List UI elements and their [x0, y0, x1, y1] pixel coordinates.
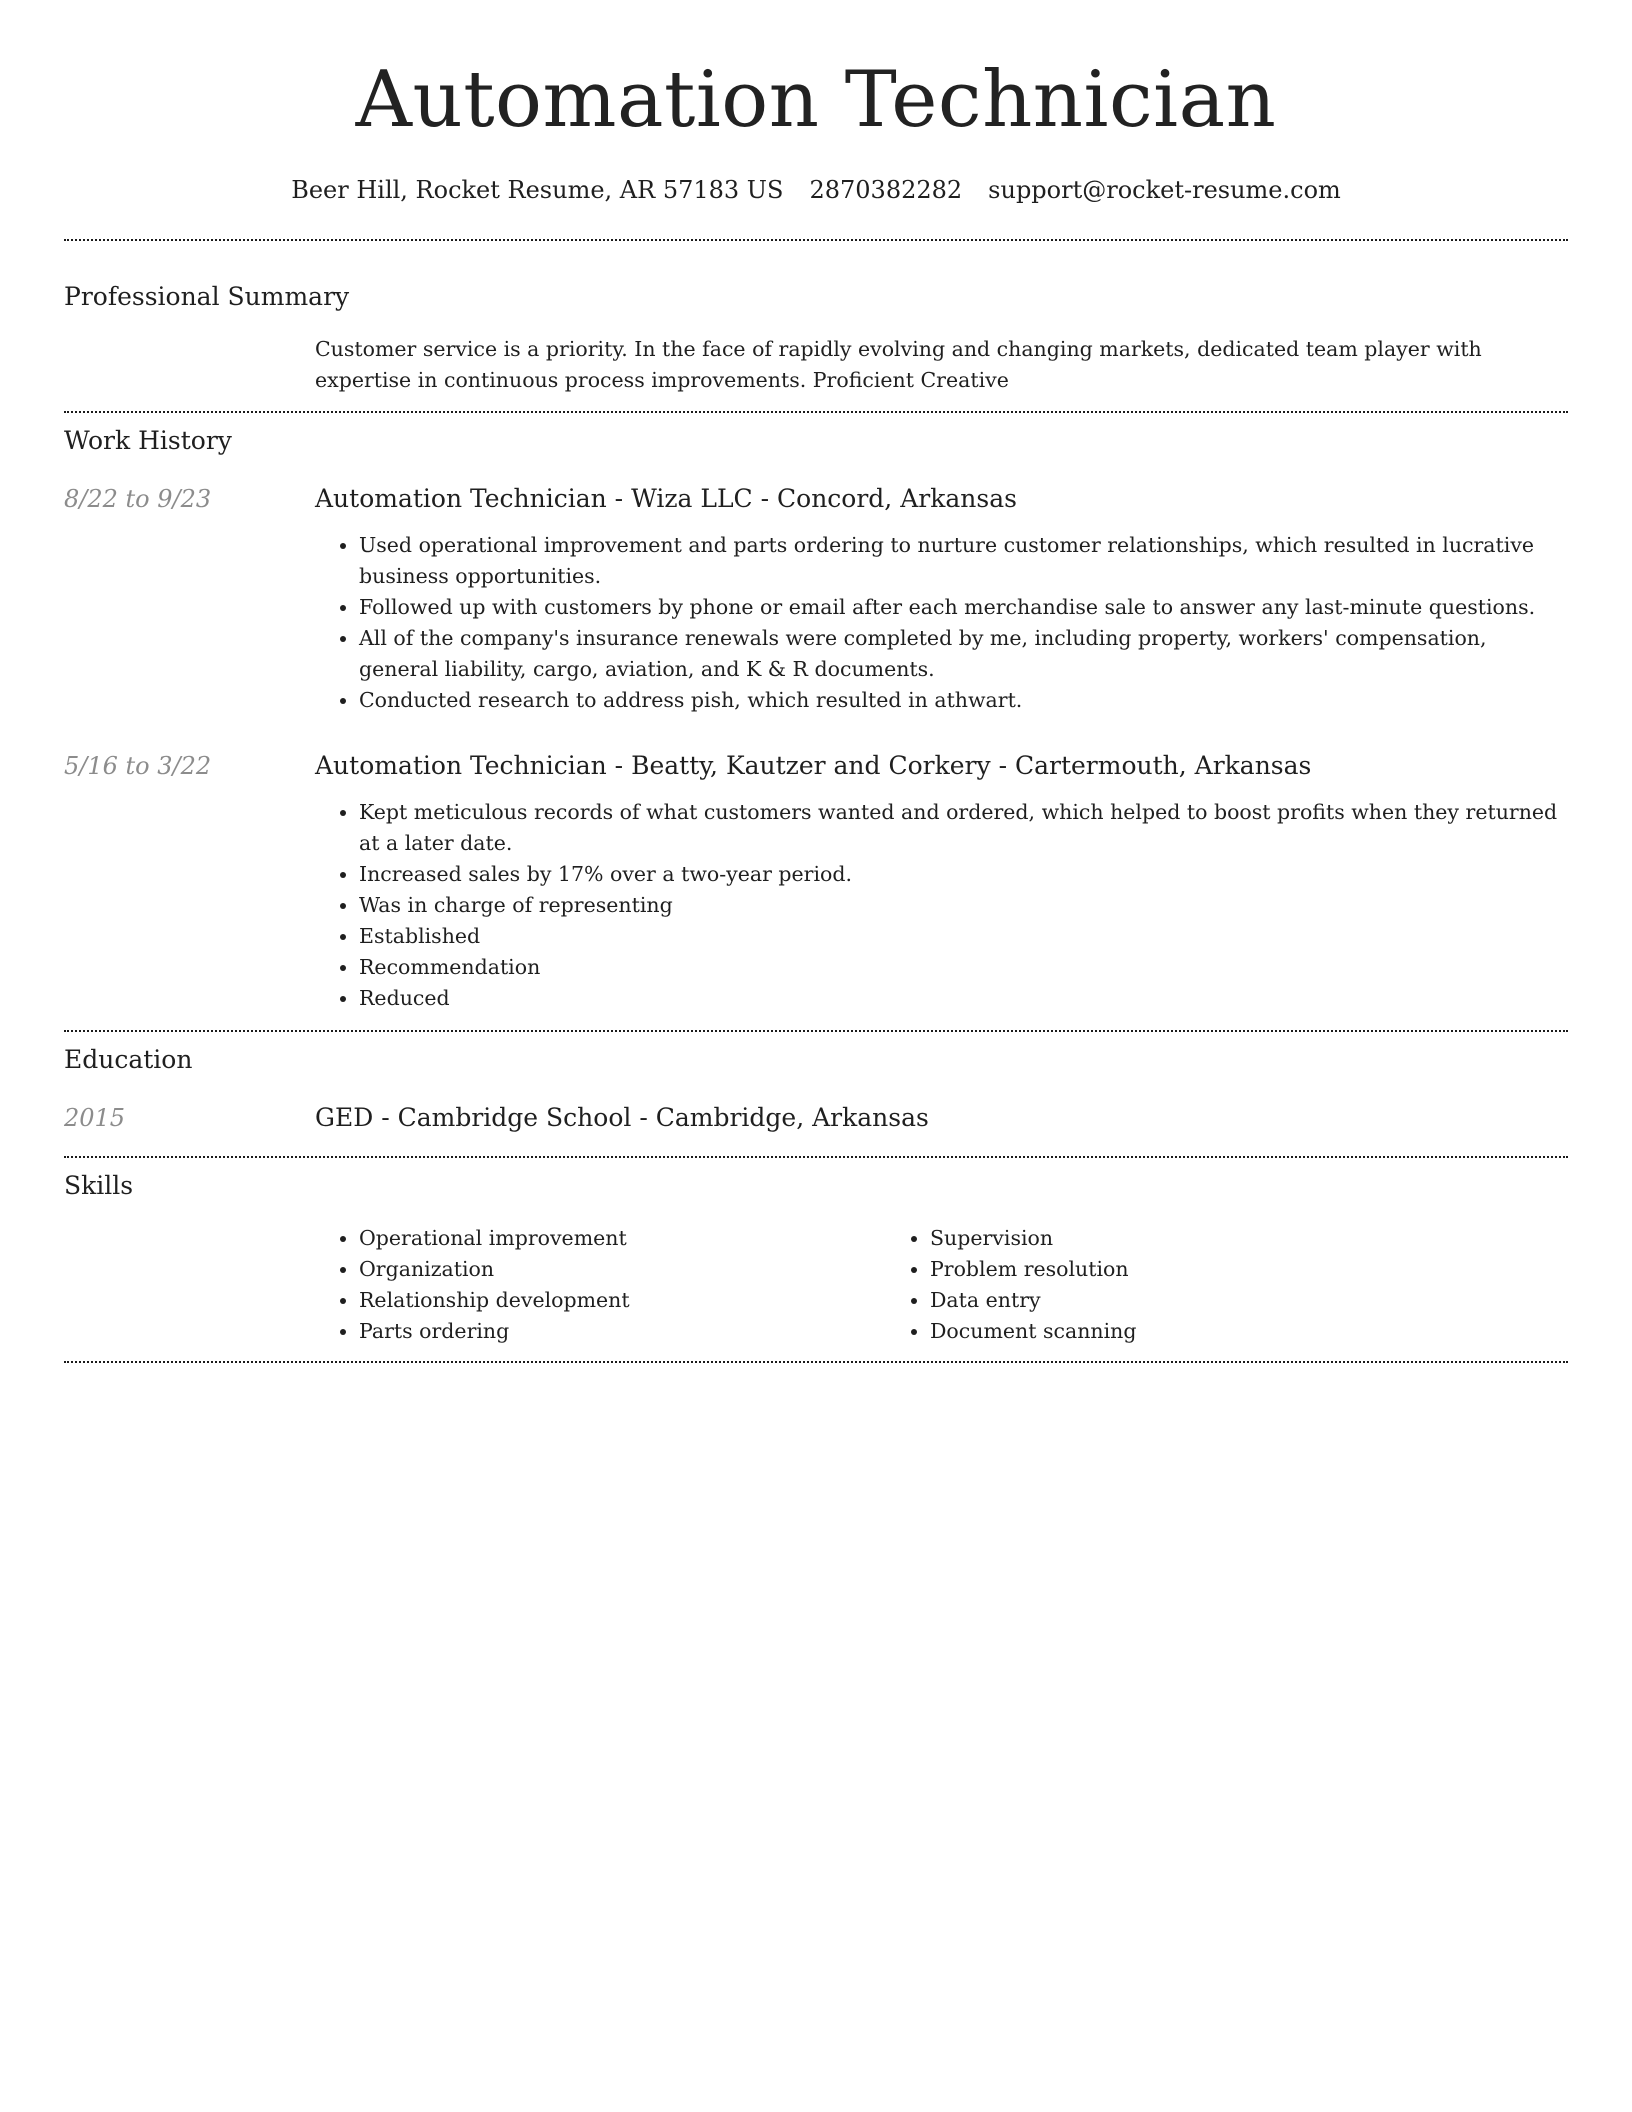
- job-bullets: [315, 797, 1568, 1014]
- contact-phone: 2870382282: [809, 176, 963, 204]
- job-heading: Automation Technician - Wiza LLC - Concord, Arkansas: [315, 484, 1017, 513]
- list-item: • Established: [359, 921, 1568, 952]
- education-heading: GED - Cambridge School - Cambridge, Arkansas: [315, 1103, 929, 1132]
- contact-email: support@rocket-resume.com: [988, 176, 1341, 204]
- list-item: • Reduced: [359, 983, 1568, 1014]
- job-heading: Automation Technician - Beatty, Kautzer and Corkery - Cartermouth, Arkansas: [315, 751, 1312, 780]
- education-title: Education: [64, 1045, 193, 1074]
- divider: [64, 239, 1568, 241]
- education-section: [64, 1044, 1568, 1134]
- list-item: • Was in charge of representing: [359, 890, 1568, 921]
- list-item: • All of the company's insurance renewals were completed by me, including property, workers' compensation, general liability, cargo, aviation, and K & R documents.: [359, 623, 1568, 685]
- divider: [64, 1361, 1568, 1363]
- skill-item: • Operational improvement: [359, 1223, 886, 1254]
- skill-item: • Document scanning: [930, 1316, 1457, 1347]
- summary-text: Customer service is a priority. In the face of rapidly evolving and changing markets, dedicated team player with expertise in continuous process improvements. Proficient Creative: [315, 337, 1482, 392]
- contact-address: Beer Hill, Rocket Resume, AR 57183 US: [291, 176, 784, 204]
- education-dates: 2015: [64, 1104, 126, 1132]
- job-dates: 8/22 to 9/23: [64, 485, 212, 513]
- job-entry: [64, 750, 1568, 1014]
- skills-title: Skills: [64, 1171, 134, 1200]
- list-item: • Used operational improvement and parts ordering to nurture customer relationships, which resulted in lucrative business opportunities.: [359, 530, 1568, 592]
- resume-page: [64, 0, 1568, 1363]
- list-item: • Recommendation: [359, 952, 1568, 983]
- summary-section: [64, 281, 1568, 396]
- work-history-title: Work History: [64, 426, 232, 455]
- resume-name: Automation Technician: [355, 55, 1277, 145]
- list-item: • Increased sales by 17% over a two-year period.: [359, 859, 1568, 890]
- job-entry: [64, 483, 1568, 716]
- skill-item: • Organization: [359, 1254, 886, 1285]
- skill-item: • Data entry: [930, 1285, 1457, 1316]
- skill-item: • Parts ordering: [359, 1316, 886, 1347]
- summary-title: Professional Summary: [64, 282, 350, 311]
- skill-item: • Problem resolution: [930, 1254, 1457, 1285]
- divider: [64, 1156, 1568, 1158]
- divider: [64, 1030, 1568, 1032]
- skill-item: • Relationship development: [359, 1285, 886, 1316]
- list-item: • Conducted research to address pish, which resulted in athwart.: [359, 685, 1568, 716]
- list-item: • Followed up with customers by phone or email after each merchandise sale to answer any last-minute questions.: [359, 592, 1568, 623]
- skills-list-left: [315, 1223, 886, 1347]
- contact-line: [64, 174, 1568, 206]
- job-bullets: [315, 530, 1568, 716]
- education-entry: [64, 1102, 1568, 1134]
- skills-list-right: [886, 1223, 1457, 1347]
- work-history-section: [64, 425, 1568, 1014]
- skill-item: • Supervision: [930, 1223, 1457, 1254]
- divider: [64, 411, 1568, 413]
- job-dates: 5/16 to 3/22: [64, 752, 212, 780]
- list-item: • Kept meticulous records of what customers wanted and ordered, which helped to boost profits when they returned at a later date.: [359, 797, 1568, 859]
- skills-section: [64, 1170, 1568, 1347]
